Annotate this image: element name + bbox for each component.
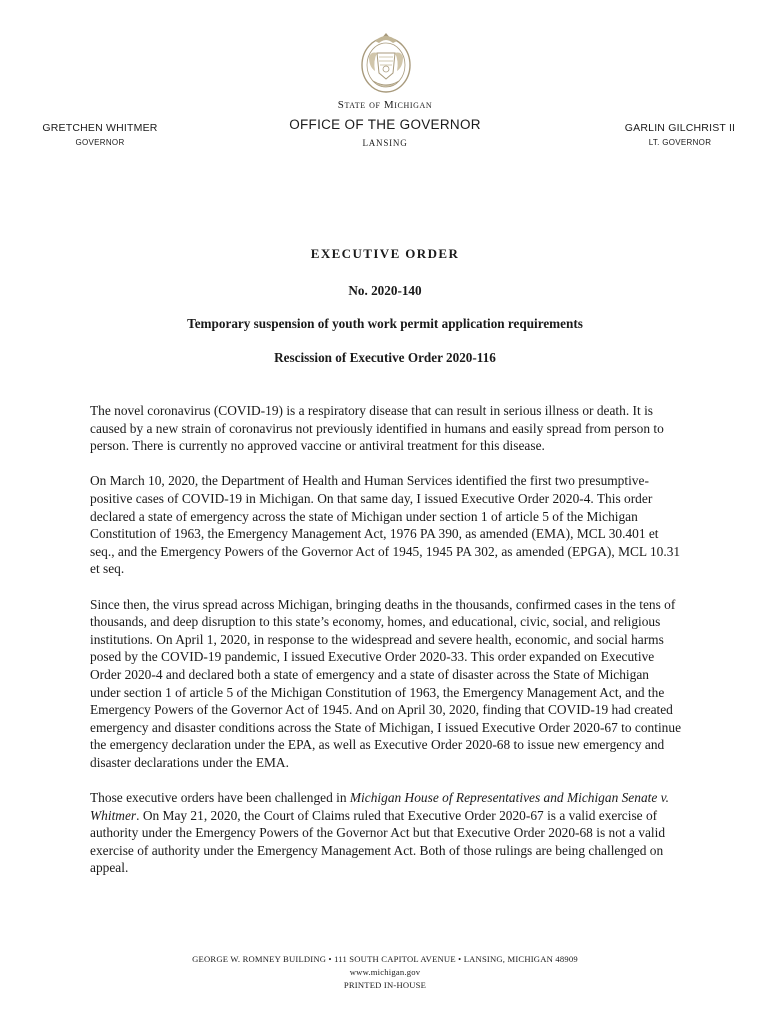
footer-address: GEORGE W. ROMNEY BUILDING • 111 SOUTH CAPITOL AVENUE • LANSING, MICHIGAN 48909: [192, 954, 578, 964]
lt-governor-name: GARLIN GILCHRIST II: [624, 122, 736, 134]
paragraph-4: [90, 789, 682, 877]
case-name: Michigan House of Representatives and Michigan Senate v. Whitmer: [90, 790, 669, 823]
letterhead-state: State of Michigan: [337, 99, 433, 111]
order-title: EXECUTIVE ORDER: [310, 246, 460, 261]
governor-block: [38, 122, 162, 147]
letterhead-office: OFFICE OF THE GOVERNOR: [289, 117, 481, 132]
order-subject: Temporary suspension of youth work permit application requirements: [187, 316, 583, 331]
lt-governor-block: [618, 122, 742, 147]
paragraph-3: Since then, the virus spread across Michigan, bringing deaths in the thousands, confirmed cases in the tens of thousands, and deep disruption to this state’s economy, homes, and educational, civic, social, and religious institutions. On April 1, 2020, in response to the widespread and severe health, economic, and social harms posed by the COVID-19 pandemic, I issued Executive Order 2020-33. This order expanded on Executive Order 2020-4 and declared both a state of emergency and a state of disaster across the State of Michigan under section 1 of article 5 of the Michigan Constitution of 1963, the Emergency Management Act, and the Emergency Powers of the Governor Act of 1945. And on April 30, 2020, finding that COVID-19 had created emergency and disaster conditions across the State of Michigan, I issued Executive Order 2020-67 to continue the emergency declaration under the EPA, as well as Executive Order 2020-68 to issue new emergency and disaster declarations under the EMA.: [90, 596, 682, 770]
order-rescission: Rescission of Executive Order 2020-116: [274, 350, 496, 365]
michigan-seal-icon: [355, 27, 417, 95]
paragraph-4-start: Those executive orders have been challenged in: [90, 790, 350, 806]
paragraph-1: The novel coronavirus (COVID-19) is a respiratory disease that can result in serious illness or death. It is caused by a new strain of coronavirus not previously identified in humans and easily spread from person to person. There is currently no approved vaccine or antiviral treatment for this disease.: [90, 403, 664, 454]
order-number: No. 2020-140: [348, 283, 422, 298]
footer-printed: PRINTED IN-HOUSE: [343, 980, 427, 990]
lt-governor-title: LT. GOVERNOR: [648, 138, 712, 147]
letterhead-city: LANSING: [362, 138, 408, 148]
paragraph-2: On March 10, 2020, the Department of Health and Human Services identified the first two presumptive-positive cases of COVID-19 in Michigan. On that same day, I issued Executive Order 2020-4. This order declared a state of emergency across the state of Michigan under section 1 of article 5 of the Michigan Constitution of 1963, the Emergency Management Act, 1976 PA 390, as amended (EMA), MCL 30.401 et seq., and the Emergency Powers of the Governor Act of 1945, 1945 PA 302, as amended (EPGA), MCL 10.31 et seq.: [90, 473, 681, 577]
paragraph-4-rest: . On May 21, 2020, the Court of Claims ruled that Executive Order 2020-67 is a valid exercise of authority under the Emergency Powers of the Governor Act but that Executive Order 2020-68 is not a valid exercise of authority under the Emergency Management Act. Both of those rulings are being challenged on appeal.: [90, 807, 666, 876]
order-body: [90, 402, 682, 895]
governor-name: GRETCHEN WHITMER: [42, 122, 158, 134]
footer-url: www.michigan.gov: [349, 967, 421, 977]
governor-title: GOVERNOR: [75, 138, 125, 147]
